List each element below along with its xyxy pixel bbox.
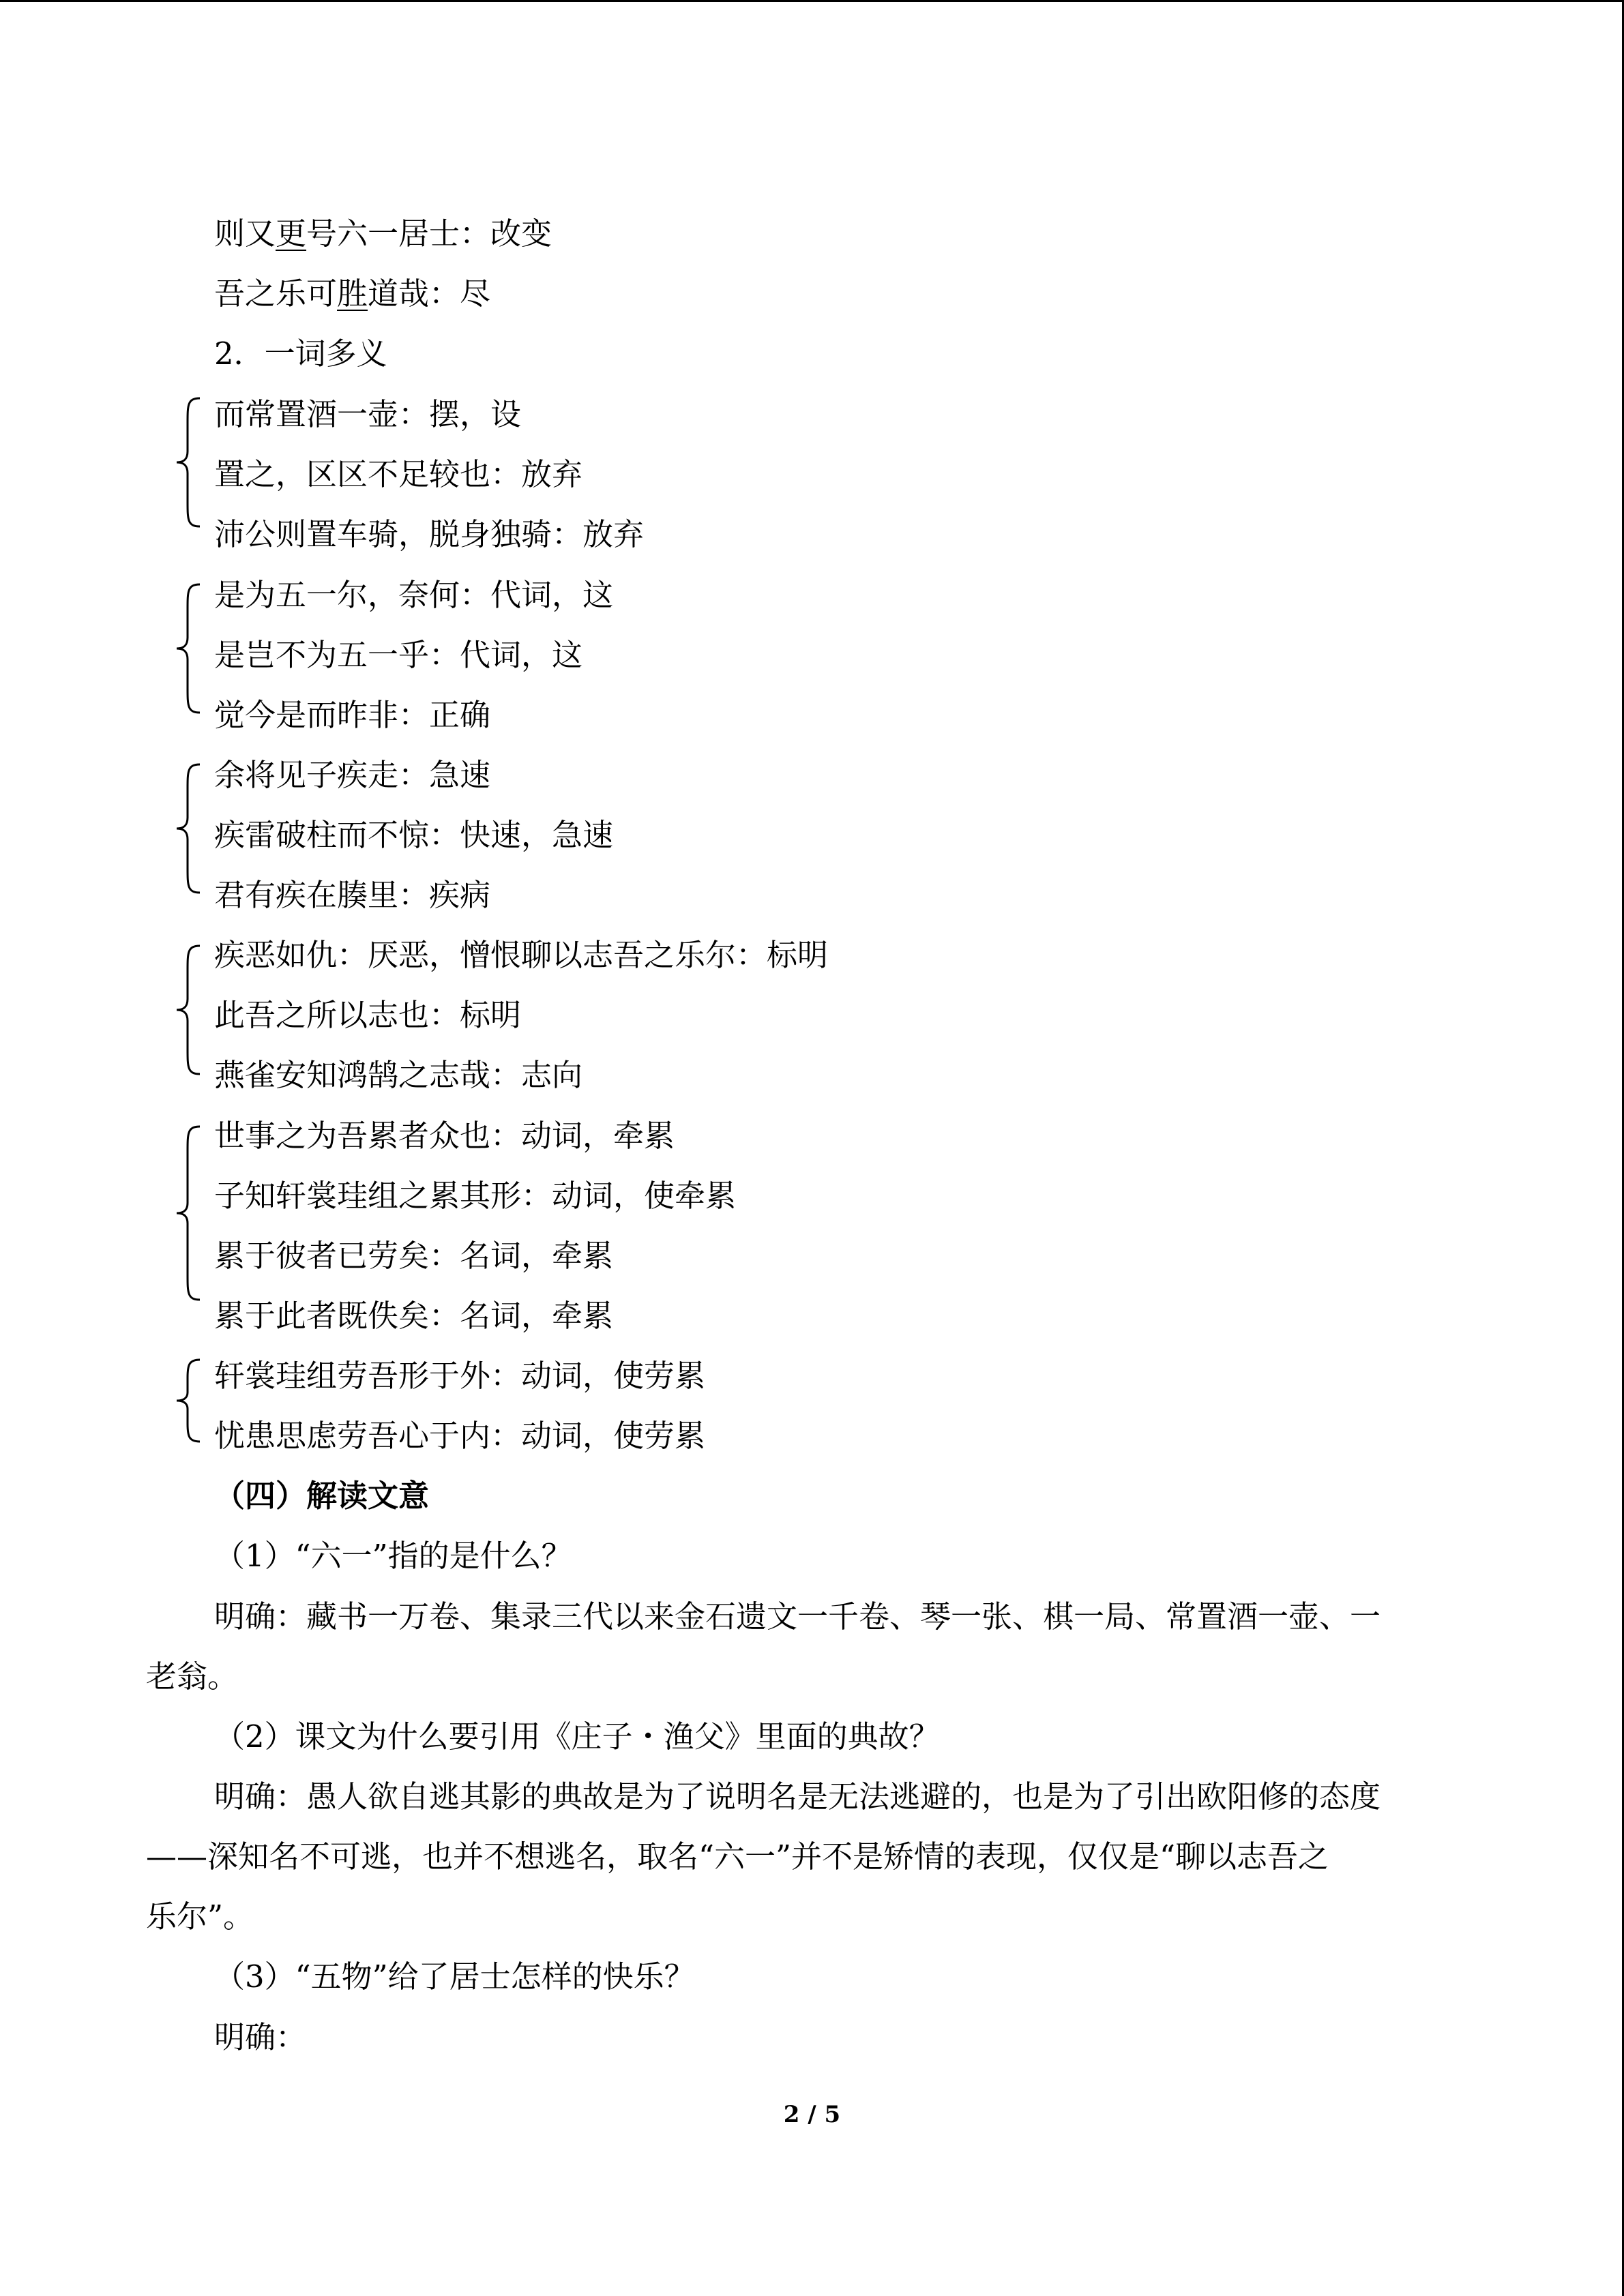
answer-1-line1: 明确：藏书一万卷、集录三代以来金石遗文一千卷、琴一张、棋一局、常置酒一壶、一 bbox=[214, 1598, 1381, 1635]
answer-2-line1: 明确：愚人欲自逃其影的典故是为了说明名是无法逃避的，也是为了引出欧阳修的态度 bbox=[214, 1778, 1381, 1815]
question-2: （2）课文为什么要引用《庄子・渔父》里面的典故？ bbox=[214, 1718, 940, 1755]
vocab-text: 道哉：尽 bbox=[368, 275, 491, 312]
left-brace bbox=[173, 762, 207, 895]
answer-3: 明确： bbox=[214, 2019, 307, 2055]
group4-line1: 疾恶如仇：厌恶，憎恨聊以志吾之乐尔：标明 bbox=[214, 937, 829, 973]
group5-line3: 累于彼者已劳矣：名词，牵累 bbox=[214, 1238, 614, 1274]
group4-line2: 此吾之所以志也：标明 bbox=[214, 997, 522, 1033]
group2-line2: 是岂不为五一乎：代词，这 bbox=[214, 637, 583, 673]
left-brace bbox=[173, 1357, 207, 1444]
left-brace bbox=[173, 396, 207, 529]
group4-line3: 燕雀安知鸿鹄之志哉：志向 bbox=[214, 1057, 583, 1093]
group5-line4: 累于此者既佚矣：名词，牵累 bbox=[214, 1298, 614, 1334]
group1-line3: 沛公则置车骑，脱身独骑：放弃 bbox=[214, 516, 645, 552]
group2-line3: 觉今是而昨非：正确 bbox=[214, 697, 491, 733]
group1-line2: 置之，区区不足较也：放弃 bbox=[214, 456, 583, 492]
group2-line1: 是为五一尔，奈何：代词，这 bbox=[214, 577, 614, 613]
vocab-line-2 bbox=[214, 273, 490, 314]
underlined-word: 更 bbox=[276, 215, 307, 252]
left-brace bbox=[173, 582, 207, 715]
group1-line1: 而常置酒一壶：摆，设 bbox=[214, 396, 522, 432]
page-number: 2 / 5 bbox=[783, 2101, 841, 2128]
group5-line1: 世事之为吾累者众也：动词，牵累 bbox=[214, 1118, 675, 1154]
vocab-line-1 bbox=[214, 213, 552, 254]
vocab-text: 吾之乐可 bbox=[214, 275, 338, 312]
vocab-text: 号六一居士：改变 bbox=[306, 215, 552, 252]
group3-line1: 余将见子疾走：急速 bbox=[214, 757, 491, 793]
group6-line1: 轩裳珪组劳吾形于外：动词，使劳累 bbox=[214, 1358, 706, 1394]
group6-line2: 忧患思虑劳吾心于内：动词，使劳累 bbox=[214, 1418, 706, 1454]
group3-line3: 君有疾在腠里：疾病 bbox=[214, 877, 491, 913]
group3-line2: 疾雷破柱而不惊：快速，急速 bbox=[214, 817, 614, 853]
question-1: （1）“六一”指的是什么？ bbox=[214, 1538, 572, 1574]
section-heading: （四）解读文意 bbox=[214, 1478, 430, 1514]
left-brace bbox=[173, 943, 207, 1077]
underlined-word: 胜 bbox=[337, 275, 368, 312]
question-3: （3）“五物”给了居士怎样的快乐？ bbox=[214, 1958, 695, 1995]
group5-line2: 子知轩裳珪组之累其形：动词，使牵累 bbox=[214, 1178, 737, 1214]
left-brace bbox=[173, 1124, 207, 1302]
answer-2-line2: ——深知名不可逃，也并不想逃名，取名“六一”并不是矫情的表现，仅仅是“聊以志吾之 bbox=[146, 1838, 1329, 1875]
answer-1-line2: 老翁。 bbox=[146, 1658, 239, 1695]
section-heading: 2．一词多义 bbox=[214, 336, 387, 372]
answer-2-line3: 乐尔”。 bbox=[146, 1898, 254, 1935]
vocab-text: 则又 bbox=[214, 215, 276, 252]
